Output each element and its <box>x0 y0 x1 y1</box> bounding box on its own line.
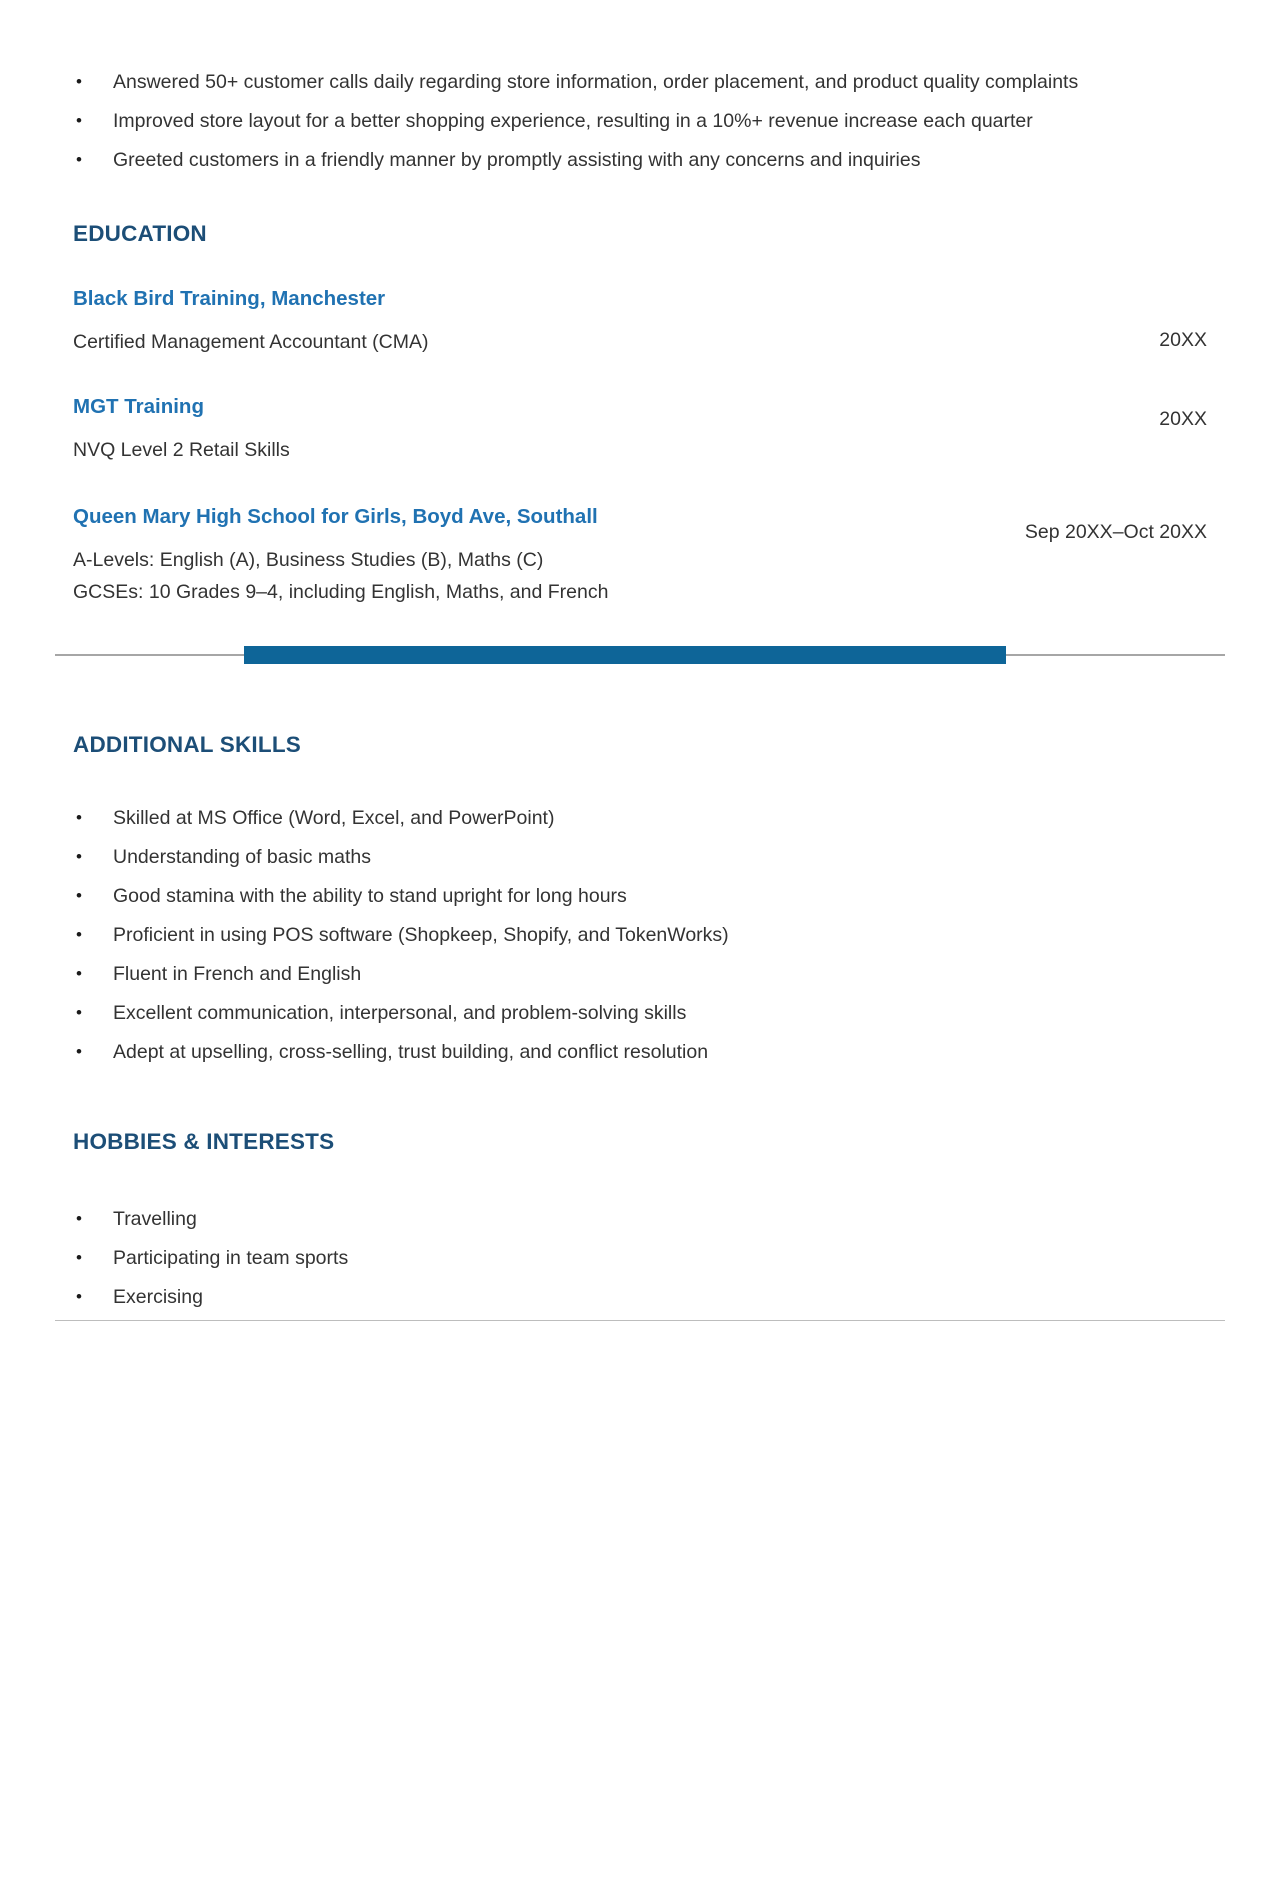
additional-skills-heading: ADDITIONAL SKILLS <box>73 732 301 757</box>
school-name: Black Bird Training, Manchester <box>73 287 386 310</box>
bullet-icon: • <box>76 72 82 91</box>
experience-bullet-text: Improved store layout for a better shopping experience, resulting in a 10%+ revenue increase each quarter <box>113 110 1033 132</box>
education-entry <box>73 504 1207 608</box>
section-divider <box>55 646 1225 664</box>
degree-line: NVQ Level 2 Retail Skills <box>73 439 290 461</box>
bullet-icon: • <box>76 1209 82 1228</box>
education-entry-details <box>73 504 1025 608</box>
resume-content <box>0 66 1280 608</box>
degree-lines <box>73 434 1159 466</box>
education-date: Sep 20XX–Oct 20XX <box>1024 521 1207 543</box>
hobby-text: Exercising <box>113 1286 203 1308</box>
bullet-icon: • <box>76 1248 82 1267</box>
education-heading: EDUCATION <box>73 221 207 246</box>
degree-lines <box>73 544 1025 608</box>
bullet-icon: • <box>76 1042 82 1061</box>
education-date: 20XX <box>1159 329 1207 351</box>
hobbies-interests-heading: HOBBIES & INTERESTS <box>73 1129 335 1154</box>
bullet-icon: • <box>76 808 82 827</box>
education-entry <box>73 286 1207 358</box>
bullet-icon: • <box>76 925 82 944</box>
bullet-icon: • <box>76 1003 82 1022</box>
bullet-icon: • <box>76 964 82 983</box>
school-name: MGT Training <box>73 395 204 418</box>
skill-item <box>73 841 1207 873</box>
education-entry-details <box>73 286 1159 358</box>
hobbies-list <box>73 1203 1207 1313</box>
bullet-icon: • <box>76 847 82 866</box>
skill-text: Skilled at MS Office (Word, Excel, and PowerPoint) <box>113 807 555 829</box>
education-entry <box>73 394 1207 466</box>
skills-list <box>73 802 1207 1068</box>
degree-line: GCSEs: 10 Grades 9–4, including English, Maths, and French <box>73 581 609 603</box>
degree-line: A-Levels: English (A), Business Studies (B), Maths (C) <box>73 549 544 571</box>
experience-bullet-item <box>73 144 1207 176</box>
skill-text: Adept at upselling, cross-selling, trust building, and conflict resolution <box>113 1041 709 1063</box>
experience-bullet-text: Answered 50+ customer calls daily regarding store information, order placement, and product quality complaints <box>113 71 1079 93</box>
degree-line: Certified Management Accountant (CMA) <box>73 331 429 353</box>
divider-accent-bar <box>244 646 1006 664</box>
hobby-item <box>73 1281 1207 1313</box>
bullet-icon: • <box>76 1287 82 1306</box>
bullet-icon: • <box>76 150 82 169</box>
education-entry-details <box>73 394 1159 466</box>
resume-content-lower <box>0 731 1280 1313</box>
skill-item <box>73 919 1207 951</box>
skill-text: Good stamina with the ability to stand upright for long hours <box>113 885 627 907</box>
skill-text: Understanding of basic maths <box>113 846 371 868</box>
skill-item <box>73 1036 1207 1068</box>
school-name: Queen Mary High School for Girls, Boyd Ave, Southall <box>73 505 598 528</box>
skill-item <box>73 802 1207 834</box>
experience-bullet-text: Greeted customers in a friendly manner by promptly assisting with any concerns and inquiries <box>113 149 921 171</box>
bullet-icon: • <box>76 886 82 905</box>
bullet-icon: • <box>76 111 82 130</box>
resume-page <box>0 66 1280 1877</box>
skill-text: Excellent communication, interpersonal, and problem-solving skills <box>113 1002 687 1024</box>
hobby-text: Travelling <box>113 1208 197 1230</box>
experience-bullet-list <box>73 66 1207 176</box>
hobby-item <box>73 1242 1207 1274</box>
hobby-text: Participating in team sports <box>113 1247 349 1269</box>
experience-bullet-item <box>73 105 1207 137</box>
experience-bullet-item <box>73 66 1207 98</box>
education-date: 20XX <box>1159 408 1207 430</box>
skill-text: Proficient in using POS software (Shopkeep, Shopify, and TokenWorks) <box>113 924 729 946</box>
skill-item <box>73 880 1207 912</box>
page-bottom-divider <box>55 1320 1225 1321</box>
skill-item <box>73 997 1207 1029</box>
skill-text: Fluent in French and English <box>113 963 362 985</box>
skill-item <box>73 958 1207 990</box>
hobby-item <box>73 1203 1207 1235</box>
degree-lines <box>73 326 1159 358</box>
